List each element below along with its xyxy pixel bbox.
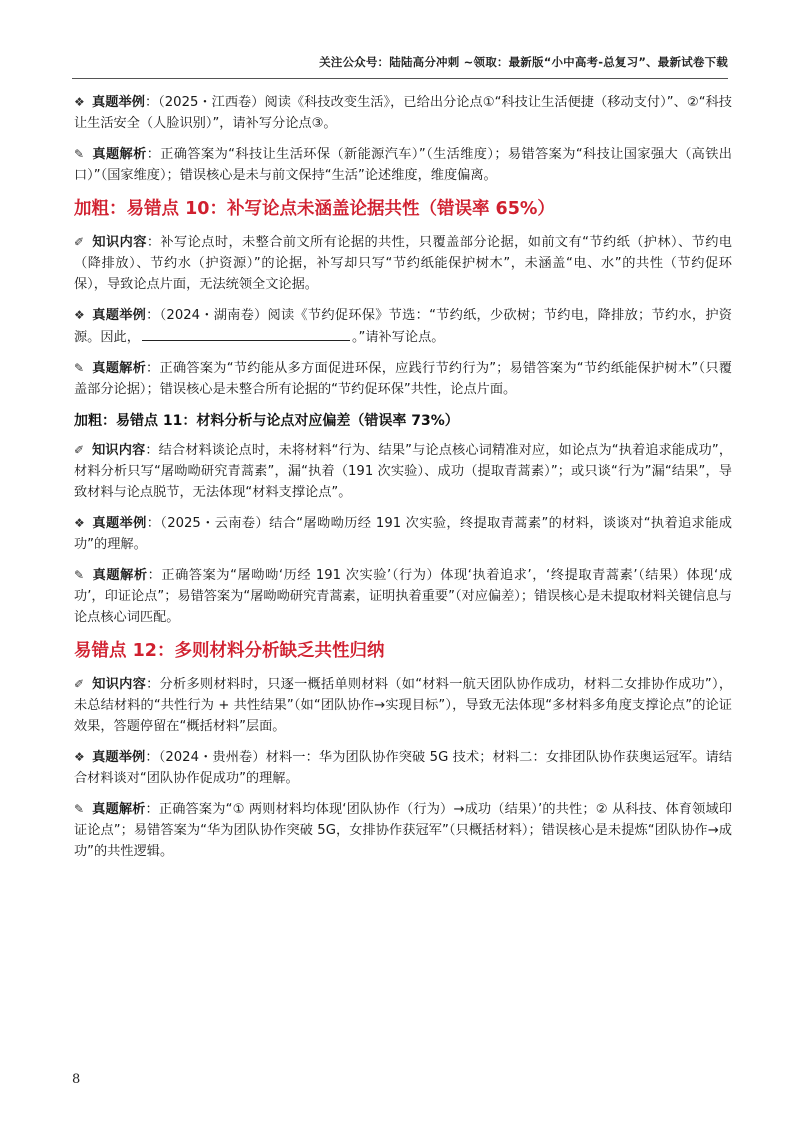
pencil-icon: ✎ [74, 568, 85, 582]
pen-icon: ✐ [74, 235, 85, 249]
pencil-icon: ✎ [74, 147, 85, 161]
example-text: ：（2024・贵州卷）材料一：华为团队协作突破 5G 技术；材料二：女排团队协作获奥运冠军。请结合材料谈对“团队协作促成功”的理解。 [74, 750, 733, 786]
analysis-paragraph [74, 358, 732, 400]
pen-icon: ✐ [74, 443, 85, 457]
diamond-bullet-icon: ❖ [74, 308, 85, 322]
analysis-tag: 真题解析 [92, 568, 148, 583]
page-header: 关注公众号：陆陆高分冲刺 ~领取：最新版“小中高考-总复习”、最新试卷下载 [319, 55, 728, 69]
analysis-tag: 真题解析 [92, 361, 147, 376]
diamond-bullet-icon: ❖ [74, 750, 85, 764]
knowledge-paragraph [74, 440, 732, 503]
example-tag: 真题举例 [92, 750, 146, 765]
diamond-bullet-icon: ❖ [74, 95, 85, 109]
example-text: ：（2025・云南卷）结合“屠呦呦历经 191 次实验，终提取青蒿素”的材料，谈谈对“执着追求能成功”的理解。 [74, 516, 732, 552]
knowledge-text: ：分析多则材料时，只逐一概括单则材料（如“材料一航天团队协作成功，材料二女排协作成功”），未总结材料的“共性行为 + 共性结果”（如“团队协作→实现目标”），导致无法体现“多材料多角度支撑论点”的论证效果，答题停留在“概括材料”层面。 [74, 677, 733, 734]
analysis-text: ：正确答案为“屠呦呦‘历经 191 次实验’（行为）体现‘执着追求’，‘终提取青蒿素’（结果）体现‘成功’，印证论点”；易错答案为“屠呦呦研究青蒿素，证明执着重要”（对应偏差）；错误核心是未提取材料关键信息与论点核心词匹配。 [74, 568, 733, 625]
example-text-end: 。”请补写论点。 [351, 330, 445, 345]
analysis-paragraph [74, 144, 732, 186]
pen-icon: ✐ [74, 677, 85, 691]
example-text: ：（2025・江西卷）阅读《科技改变生活》，已给出分论点①“科技让生活便捷（移动支付）”、②“科技让生活安全（人脸识别）”，请补写分论点③。 [74, 95, 732, 131]
page-content [74, 92, 732, 872]
knowledge-text: ：补写论点时，未整合前文所有论据的共性，只覆盖部分论据，如前文有“节约纸（护林）、节约电（降排放）、节约水（护资源）”的论据，补写却只写“节约纸能保护树木”，未涵盖“电、水”的共性（节约促环保），导致论点片面，无法统领全文论据。 [74, 235, 732, 292]
example-tag: 真题举例 [92, 308, 147, 323]
example-text: ：（2024・湖南卷）阅读《节约促环保》节选：“节约纸，少砍树；节约电，降排放；节约水，护资源。因此， [74, 308, 732, 345]
example-paragraph [74, 92, 732, 134]
example-tag: 真题举例 [92, 95, 145, 110]
knowledge-tag: 知识内容 [92, 443, 146, 458]
diamond-bullet-icon: ❖ [74, 516, 85, 530]
example-tag: 真题举例 [92, 516, 147, 531]
analysis-text: ：正确答案为“① 两则材料均体现‘团队协作（行为）→成功（结果）’的共性；② 从科技、体育领域印证论点”；易错答案为“华为团队协作突破 5G，女排协作获冠军”（只概括材料）；错误核心是未提炼“团队协作→成功”的共性逻辑。 [74, 802, 732, 859]
knowledge-tag: 知识内容 [92, 677, 147, 692]
example-paragraph [74, 747, 732, 789]
knowledge-paragraph [74, 674, 732, 737]
knowledge-tag: 知识内容 [92, 235, 147, 250]
analysis-tag: 真题解析 [92, 802, 146, 817]
section-title-12: 易错点 12：多则材料分析缺乏共性归纳 [74, 641, 385, 661]
header-divider [72, 78, 728, 79]
pencil-icon: ✎ [74, 802, 85, 816]
analysis-text: ：正确答案为“节约能从多方面促进环保，应践行节约行为”；易错答案为“节约纸能保护树木”（只覆盖部分论据）；错误核心是未整合所有论据的“节约促环保”共性，论点片面。 [74, 361, 732, 397]
knowledge-text: ：结合材料谈论点时，未将材料“行为、结果”与论点核心词精准对应，如论点为“执着追求能成功”，材料分析只写“屠呦呦研究青蒿素”，漏“执着（191 次实验）、成功（提取青蒿素）”；或只谈“行为”漏“结果”，导致材料与论点脱节，无法体现“材料支撑论点”。 [74, 443, 733, 500]
pencil-icon: ✎ [74, 361, 85, 375]
analysis-text: ：正确答案为“科技让生活环保（新能源汽车）”（生活维度）；易错答案为“科技让国家强大（高铁出口）”（国家维度）；错误核心是未与前文保持“生活”论述维度，维度偏离。 [74, 147, 732, 183]
analysis-paragraph [74, 799, 732, 862]
example-paragraph [74, 305, 732, 348]
example-paragraph [74, 513, 732, 555]
analysis-tag: 真题解析 [92, 147, 147, 162]
fill-in-blank-line [142, 326, 350, 341]
section-title-10: 加粗：易错点 10：补写论点未涵盖论据共性（错误率 65%） [74, 199, 555, 219]
section-title-11: 加粗：易错点 11：材料分析与论点对应偏差（错误率 73%） [74, 413, 459, 429]
page-number: 8 [72, 1072, 81, 1087]
analysis-paragraph [74, 565, 732, 628]
knowledge-paragraph [74, 232, 732, 295]
